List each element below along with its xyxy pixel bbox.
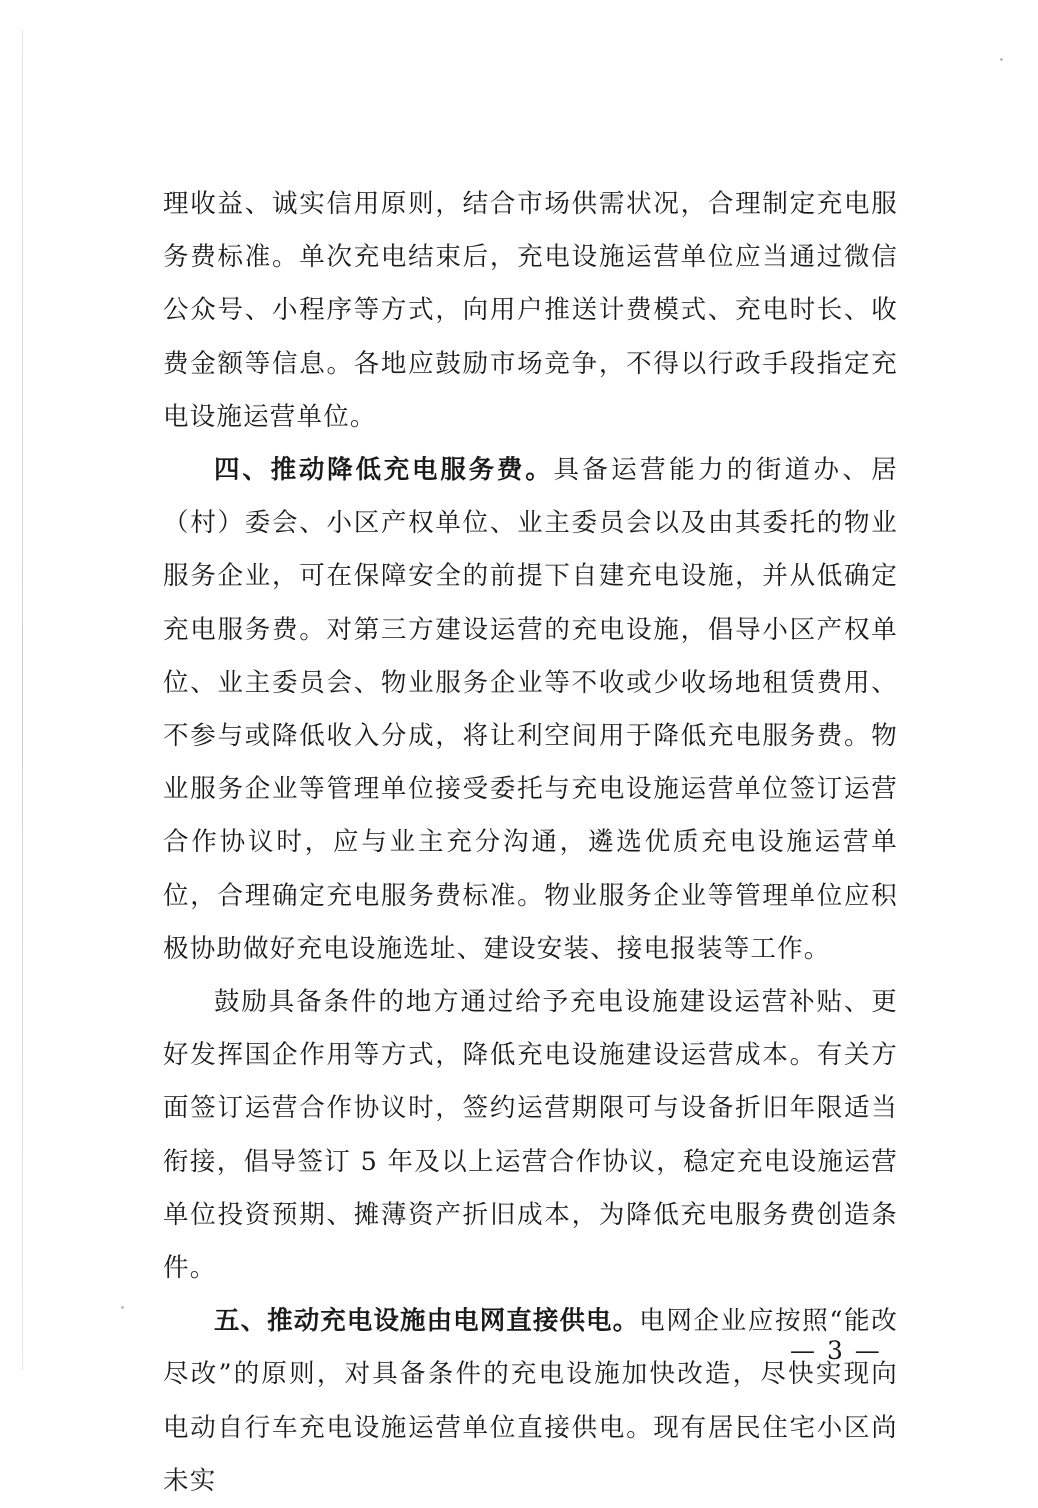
paragraph-continuation — [163, 178, 898, 444]
paragraph-text: 理收益、诚实信用原则，结合市场供需状况，合理制定充电服务费标准。单次充电结束后，充电设施运营单位应当通过微信公众号、小程序等方式，向用户推送计费模式、充电时长、收费金额等信息。各地应鼓励市场竞争，不得以行政手段指定充电设施运营单位。 — [163, 189, 898, 432]
section-heading: 四、推动降低充电服务费。 — [214, 455, 554, 486]
paragraph-text: 鼓励具备条件的地方通过给予充电设施建设运营补贴、更好发挥国企作用等方式，降低充电设施建设运营成本。有关方面签订运营合作协议时，签约运营期限可与设备折旧年限适当衔接，倡导签订 5 年及以上运营合作协议，稳定充电设施运营单位投资预期、摊薄资产折旧成本，为降低充电服务费创造条件。 — [163, 987, 898, 1284]
paragraph-body — [163, 976, 898, 1295]
paragraph-section-four — [163, 444, 898, 976]
scan-edge-line — [22, 30, 23, 1370]
paragraph-text: 具备运营能力的街道办、居（村）委会、小区产权单位、业主委员会以及由其委托的物业服务企业，可在保障安全的前提下自建充电设施，并从低确定充电服务费。对第三方建设运营的充电设施，倡导小区产权单位、业主委员会、物业服务企业等不收或少收场地租赁费用、不参与或降低收入分成，将让利空间用于降低充电服务费。物业服务企业等管理单位接受委托与充电设施运营单位签订运营合作协议时，应与业主充分沟通，遴选优质充电设施运营单位，合理确定充电服务费标准。物业服务企业等管理单位应积极协助做好充电设施选址、建设安装、接电报装等工作。 — [163, 455, 899, 964]
scan-speck — [1000, 58, 1003, 61]
scan-speck — [121, 1306, 124, 1309]
page-number: — 3 — — [790, 1336, 882, 1365]
body-text — [163, 178, 898, 1508]
paragraph-section-five — [163, 1295, 898, 1508]
paragraph-text: 电网企业应按照“能改尽改”的原则，对具备条件的充电设施加快改造，尽快实现向电动自行车充电设施运营单位直接供电。现有居民住宅小区尚未实 — [163, 1306, 898, 1496]
section-heading: 五、推动充电设施由电网直接供电。 — [214, 1306, 640, 1337]
